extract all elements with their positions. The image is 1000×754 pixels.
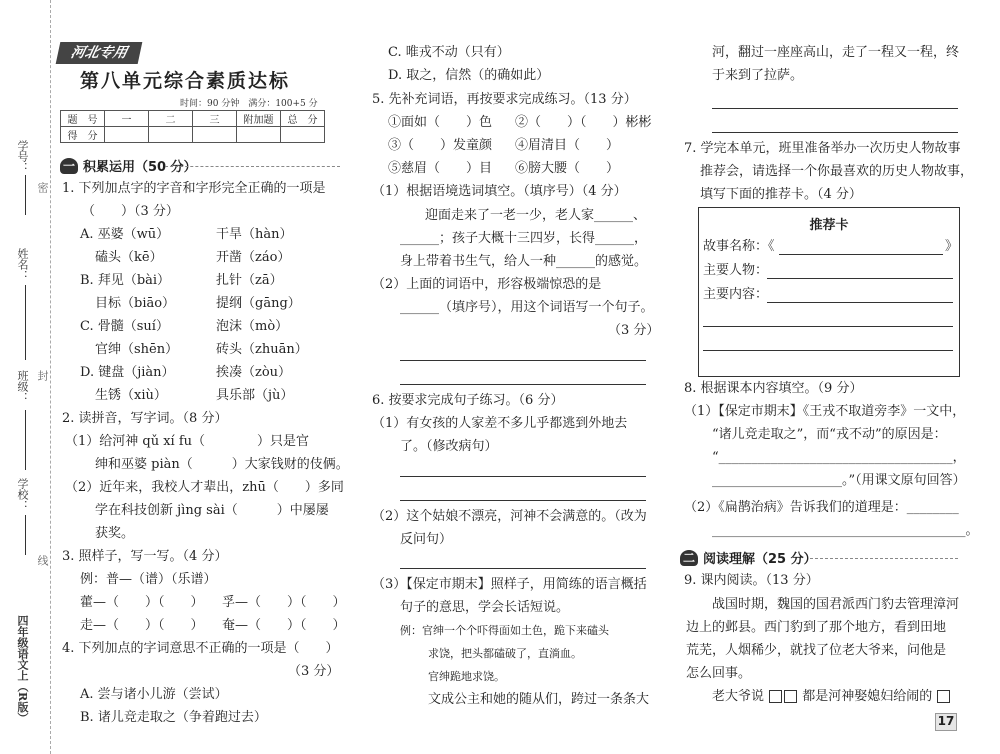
card-content-label: 主要内容： bbox=[703, 287, 769, 302]
question-8-part-1: （1）【保定市期末】《王戎不取道旁李》一文中， bbox=[684, 404, 966, 419]
reading-passage-line: 边上的邺县。西门豹到了那个地方，看到田地 bbox=[686, 620, 947, 635]
reading-text: 都是河神娶媳妇给闹的 bbox=[802, 689, 933, 704]
section-title: 积累运用（50 分） bbox=[83, 160, 197, 175]
cut-mark-xian: 线 bbox=[36, 555, 49, 566]
question-9: 9. 课内阅读。（13 分） bbox=[684, 573, 819, 588]
question-3-example: 例：普—（谱）（乐谱） bbox=[80, 572, 217, 587]
question-3: 3. 照样子，写一写。（4 分） bbox=[62, 549, 228, 564]
punctuation-box[interactable] bbox=[769, 690, 782, 703]
question-1: 1. 下列加点字的字音和字形完全正确的一项是 bbox=[62, 181, 326, 196]
option-d4: 具乐部（jù） bbox=[216, 388, 294, 403]
card-content-field[interactable] bbox=[703, 350, 953, 351]
question-6-task: 文成公主和她的随从们，跨过一条条大 bbox=[428, 692, 650, 707]
idiom-1[interactable]: ①面如（ ）色 bbox=[388, 115, 493, 130]
score-cell: 一 bbox=[105, 111, 149, 127]
name-label: 姓名： bbox=[16, 248, 29, 281]
binding-line bbox=[25, 285, 27, 360]
question-6-part-2: （2）这个姑娘不漂亮，河神不会满意的。（改为 bbox=[372, 509, 647, 524]
score-input-cell[interactable] bbox=[149, 127, 193, 143]
question-2-part-2-cont[interactable]: 学在科技创新 jìng sài（ ）中屡屡 bbox=[95, 503, 329, 518]
score-input-cell[interactable] bbox=[281, 127, 325, 143]
score-input-cell[interactable] bbox=[105, 127, 149, 143]
question-5-fill-1[interactable]: 迎面走来了一老一少，老人家______、 bbox=[425, 208, 647, 223]
question-2: 2. 读拼音，写字词。（8 分） bbox=[62, 411, 228, 426]
question-4-option-d: D. 取之，信然（的确如此） bbox=[388, 68, 550, 83]
score-cell: 二 bbox=[149, 111, 193, 127]
card-content-field[interactable] bbox=[703, 326, 953, 327]
question-5-part-2: （2）上面的词语中，形容极端惊恐的是 bbox=[372, 277, 602, 292]
section-2-heading bbox=[680, 548, 817, 567]
score-table-header-row bbox=[61, 111, 325, 127]
question-8-part-1-fill-end[interactable]: ____________________。”（用课文原句回答） bbox=[712, 473, 966, 488]
question-6-example-cont: 求饶，把头都磕破了，直淌血。 bbox=[428, 647, 582, 660]
idiom-2[interactable]: ②（ ）（ ）彬彬 bbox=[515, 115, 652, 130]
question-6-task-cont: 河，翻过一座座高山，走了一程又一程，终 bbox=[712, 45, 960, 60]
question-4-option-b: B. 诸儿竞走取之（争着跑过去） bbox=[80, 710, 267, 725]
section-title: 阅读理解（25 分） bbox=[703, 552, 817, 567]
section-divider bbox=[810, 558, 958, 560]
binding-line bbox=[25, 175, 27, 215]
answer-choice[interactable]: （ ）（3 分） bbox=[82, 204, 179, 219]
question-8-part-1-fill[interactable]: “____________________________________， bbox=[712, 450, 966, 465]
section-number: 二 bbox=[680, 550, 698, 566]
option-b3: 目标（biāo） bbox=[95, 296, 176, 311]
question-8-part-2-fill[interactable]: _______________________________________。 bbox=[712, 523, 979, 538]
question-2-part-2[interactable]: （2）近年来，我校人才辈出，zhū（ ）多同 bbox=[65, 480, 344, 495]
answer-line[interactable] bbox=[712, 108, 958, 109]
question-3-item-3[interactable]: 走—（ ）（ ） bbox=[80, 618, 204, 633]
idiom-6[interactable]: ⑥膀大腰（ ） bbox=[515, 161, 620, 176]
reading-text: 老大爷说 bbox=[712, 689, 765, 704]
question-2-part-1[interactable]: （1）给河神 qǔ xí fu（ ）只是官 bbox=[65, 434, 310, 449]
score-cell: 题 号 bbox=[61, 111, 105, 127]
answer-line[interactable] bbox=[400, 384, 646, 385]
reading-passage-line: 战国时期，魏国的国君派西门豹去管理漳河 bbox=[712, 597, 960, 612]
reading-passage-line bbox=[712, 688, 951, 706]
score-cell: 三 bbox=[193, 111, 237, 127]
question-8-part-2[interactable]: （2）《扁鹊治病》告诉我们的道理是：________ bbox=[684, 500, 959, 515]
question-4-option-a: A. 尝与诸小儿游（尝试） bbox=[80, 687, 228, 702]
card-story-label: 故事名称：《 bbox=[703, 239, 775, 254]
option-b4: 提纲（gāng） bbox=[216, 296, 301, 311]
section-divider bbox=[165, 166, 340, 168]
option-d1: D. 键盘（jiàn） bbox=[80, 365, 175, 380]
question-5-part-2-fill[interactable]: ______（填序号），用这个词语写一个句子。 bbox=[400, 300, 654, 315]
answer-line[interactable] bbox=[400, 360, 646, 361]
question-7-end: 填写下面的推荐卡。（4 分） bbox=[700, 187, 862, 202]
cut-mark-mi: 密 bbox=[36, 182, 49, 193]
score-cell: 附加题 bbox=[237, 111, 281, 127]
question-3-item-4[interactable]: 奄—（ ）（ ） bbox=[222, 618, 346, 633]
question-5-part-2-points: （3 分） bbox=[608, 323, 660, 338]
punctuation-box[interactable] bbox=[937, 690, 950, 703]
idiom-3[interactable]: ③（ ）发童颜 bbox=[388, 138, 493, 153]
section-number: 一 bbox=[60, 158, 78, 174]
question-5-fill-3[interactable]: 身上带着书生气，给人一种______的感觉。 bbox=[400, 254, 648, 269]
binding-line bbox=[25, 515, 27, 555]
option-a4: 开凿（záo） bbox=[216, 250, 291, 265]
question-4-points: （3 分） bbox=[288, 664, 340, 679]
option-c3: 官绅（shēn） bbox=[95, 342, 179, 357]
option-d3: 生锈（xiù） bbox=[95, 388, 167, 403]
option-c4: 砖头（zhuān） bbox=[216, 342, 308, 357]
question-6-part-3-cont: 句子的意思，学会长话短说。 bbox=[400, 600, 570, 615]
cut-mark-feng: 封 bbox=[36, 370, 49, 381]
recommendation-card bbox=[698, 207, 960, 377]
answer-line[interactable] bbox=[400, 476, 646, 477]
question-5-part-1: （1）根据语境选词填空。（填序号）（4 分） bbox=[372, 184, 627, 199]
option-a1: A. 巫婆（wū） bbox=[80, 227, 170, 242]
question-6-part-3: （3）【保定市期末】照样子，用简练的语言概括 bbox=[372, 577, 647, 592]
answer-line[interactable] bbox=[712, 132, 958, 133]
question-2-part-1-cont[interactable]: 绅和巫婆 piàn（ ）大家钱财的伎俩。 bbox=[95, 457, 349, 472]
question-4-option-c: C. 唯戎不动（只有） bbox=[388, 45, 510, 60]
score-input-cell[interactable] bbox=[193, 127, 237, 143]
class-label: 班级： bbox=[16, 370, 29, 403]
question-6-example: 例：官绅一个个吓得面如土色，跪下来磕头 bbox=[400, 624, 609, 637]
question-6-part-2-instr: 反问句） bbox=[400, 532, 453, 547]
binding-margin bbox=[0, 0, 51, 754]
question-3-item-2[interactable]: 孚—（ ）（ ） bbox=[222, 595, 346, 610]
card-people-label: 主要人物： bbox=[703, 263, 769, 278]
card-title: 推荐卡 bbox=[809, 218, 849, 233]
page-title: 第八单元综合素质达标 bbox=[80, 70, 291, 92]
school-label: 学校： bbox=[16, 478, 29, 511]
region-badge: 河北专用 bbox=[56, 42, 143, 64]
question-2-part-2-end: 获奖。 bbox=[95, 526, 135, 541]
question-5: 5. 先补充词语，再按要求完成练习。（13 分） bbox=[372, 92, 637, 107]
question-6-example-answer: 官绅跪地求饶。 bbox=[428, 670, 505, 683]
question-7-cont: 推荐会，请选择一个你最喜欢的历史人物故事， bbox=[700, 164, 974, 179]
reading-passage-line: 荒芜，人烟稀少，就找了位老大爷来，问他是 bbox=[686, 643, 947, 658]
idiom-4[interactable]: ④眉清目（ ） bbox=[515, 138, 620, 153]
answer-line[interactable] bbox=[400, 500, 646, 501]
exam-info: 时间：90 分钟 满分：100+5 分 bbox=[180, 99, 318, 109]
question-6-part-1-instr: 了。（修改病句） bbox=[400, 439, 498, 454]
question-6-part-1: （1）有女孩的人家差不多儿乎都逃到外地去 bbox=[372, 416, 628, 431]
score-input-cell[interactable] bbox=[237, 127, 281, 143]
option-c2: 泡沫（mò） bbox=[216, 319, 289, 334]
card-story-field[interactable] bbox=[779, 254, 943, 255]
binding-line bbox=[25, 410, 27, 470]
answer-line[interactable] bbox=[400, 568, 646, 569]
option-b1: B. 拜见（bài） bbox=[80, 273, 171, 288]
option-a2: 干旱（hàn） bbox=[216, 227, 293, 242]
page-number: 17 bbox=[935, 713, 957, 731]
student-number-label: 学号： bbox=[16, 140, 29, 173]
option-d2: 挨凑（zòu） bbox=[216, 365, 292, 380]
card-people-field[interactable] bbox=[767, 278, 953, 279]
question-5-fill-2[interactable]: ______；孩子大概十三四岁，长得______， bbox=[400, 231, 648, 246]
question-3-item-1[interactable]: 藿—（ ）（ ） bbox=[80, 595, 204, 610]
book-label: 四年级语文上（R版） bbox=[16, 615, 29, 724]
question-7: 7. 学完本单元，班里准备举办一次历史人物故事 bbox=[684, 141, 961, 156]
question-6-task-end: 于来到了拉萨。 bbox=[712, 68, 804, 83]
option-c1: C. 骨髓（suí） bbox=[80, 319, 169, 334]
question-4: 4. 下列加点的字词意思不正确的一项是（ ） bbox=[62, 641, 339, 656]
card-story-end: 》 bbox=[945, 239, 959, 254]
question-8: 8. 根据课本内容填空。（9 分） bbox=[684, 381, 863, 396]
card-content-field[interactable] bbox=[767, 302, 953, 303]
option-a3: 磕头（kē） bbox=[95, 250, 163, 265]
score-cell: 总 分 bbox=[281, 111, 325, 127]
score-table bbox=[60, 110, 325, 143]
question-8-part-1-cont: “诸儿竞走取之”，而“戎不动”的原因是： bbox=[712, 427, 947, 442]
question-6: 6. 按要求完成句子练习。（6 分） bbox=[372, 393, 564, 408]
idiom-5[interactable]: ⑤慈眉（ ）目 bbox=[388, 161, 493, 176]
option-b2: 扎针（zā） bbox=[216, 273, 283, 288]
punctuation-box[interactable] bbox=[784, 690, 797, 703]
score-table-row bbox=[61, 127, 325, 143]
score-cell: 得 分 bbox=[61, 127, 105, 143]
reading-passage-line: 怎么回事。 bbox=[686, 666, 752, 681]
